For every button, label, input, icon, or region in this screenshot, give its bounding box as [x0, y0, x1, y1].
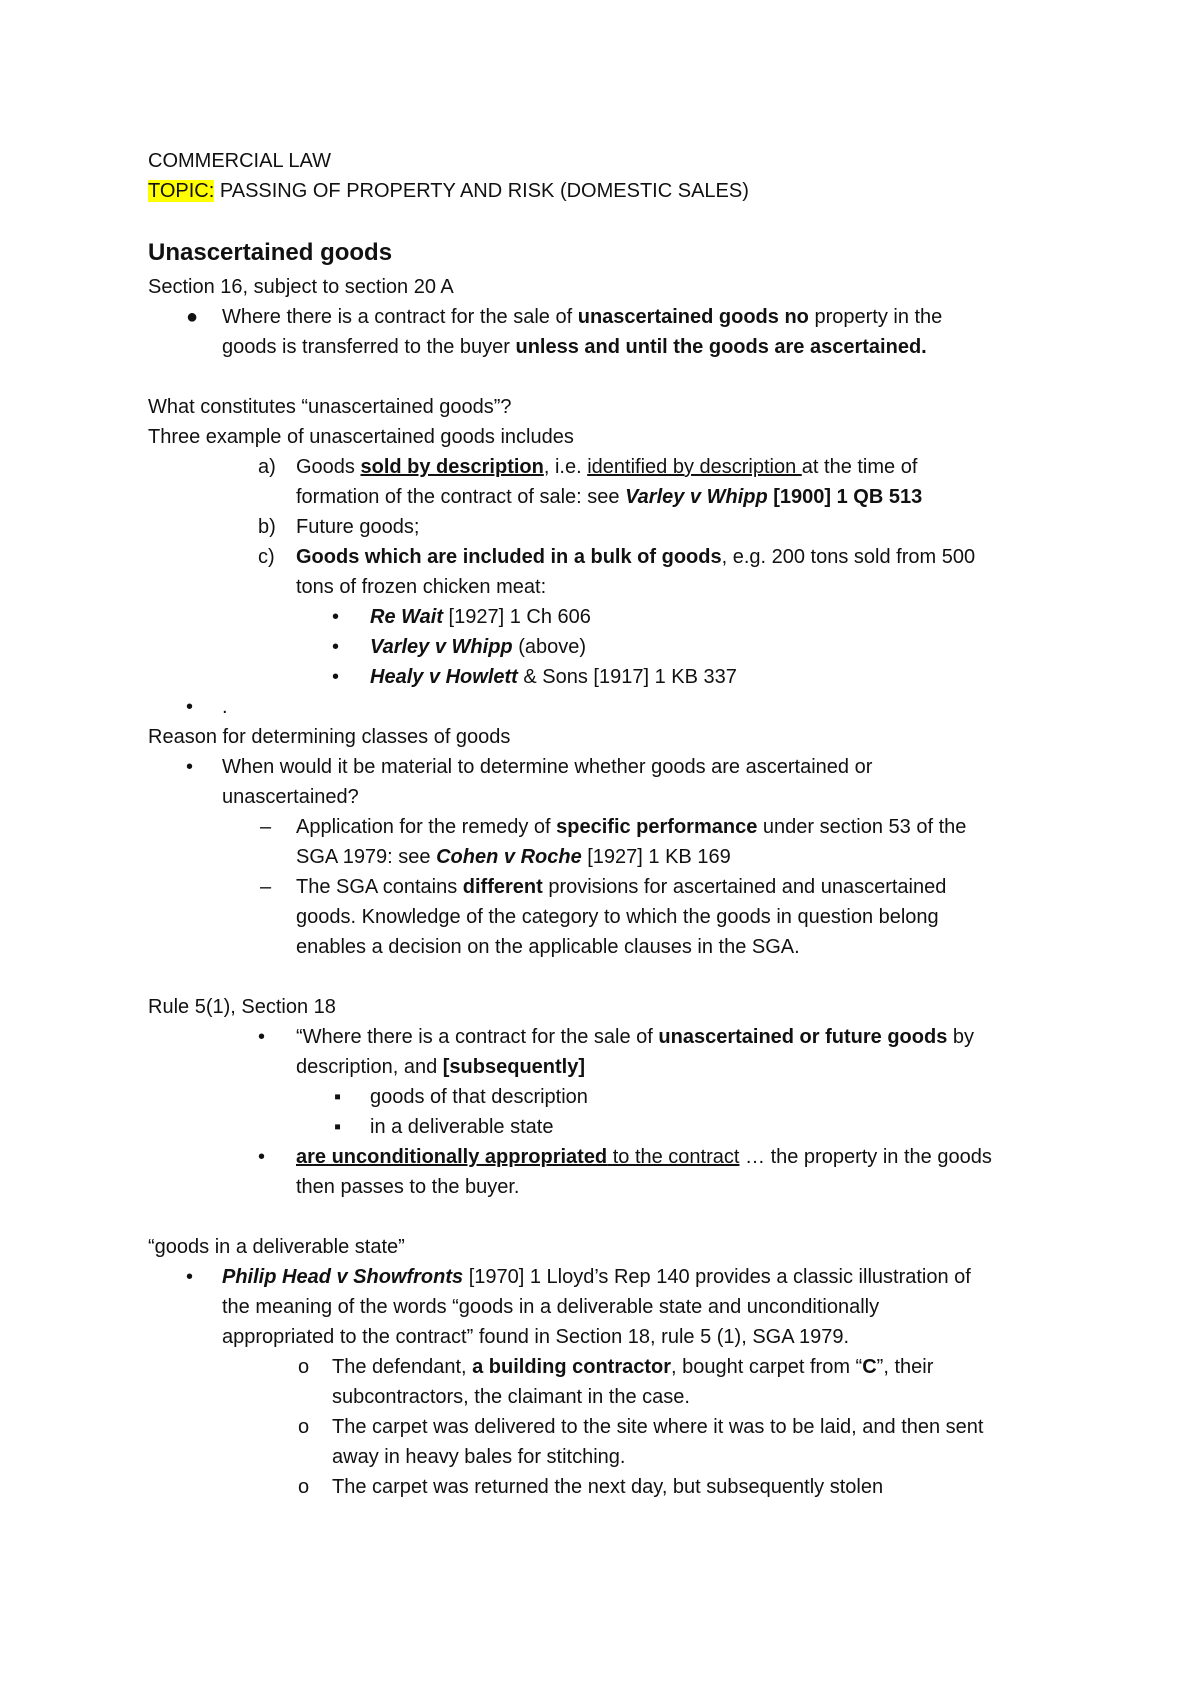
text: , e.g. 200 tons sold from 500	[721, 546, 976, 568]
philip-head-line-2: the meaning of the words “goods in a deliverable state and unconditionally	[222, 1296, 880, 1318]
text: SGA 1979: see	[296, 846, 437, 868]
question-line: What constitutes “unascertained goods”?	[148, 396, 512, 418]
text: property in the	[808, 306, 943, 328]
text: Where there is a contract for the sale of	[222, 306, 578, 328]
rule5-appropriated-line-1	[296, 1144, 992, 1170]
reason-dash-2-line-1	[296, 874, 946, 900]
philip-head-line-3: appropriated to the contract” found in Section 18, rule 5 (1), SGA 1979.	[222, 1326, 850, 1348]
philip-head-line-1	[222, 1264, 971, 1290]
section-heading-unascertained: Unascertained goods	[148, 239, 393, 266]
bold-text: C	[862, 1356, 877, 1378]
bold-underlined-text: sold by description	[360, 456, 544, 478]
text: Application for the remedy of	[296, 816, 557, 838]
underlined-text: to the contract	[607, 1146, 740, 1168]
topic-text: PASSING OF PROPERTY AND RISK (DOMESTIC SALES)	[214, 180, 749, 202]
list-marker-c: c)	[258, 546, 275, 568]
circle-bullet-marker: o	[298, 1356, 310, 1378]
reason-dash-1-line-1	[296, 814, 966, 840]
bold-text: unascertained goods no	[577, 306, 809, 328]
rule5-sub-2: in a deliverable state	[370, 1116, 554, 1138]
stray-bullet-text: .	[222, 696, 228, 718]
case-name: Re Wait	[370, 606, 443, 628]
text: , bought carpet from “	[671, 1356, 863, 1378]
case-name: Cohen v Roche	[436, 846, 582, 868]
rule5-quote-line-2	[296, 1054, 585, 1080]
rule5-sub-1: goods of that description	[370, 1086, 588, 1108]
circle-bullet-marker: o	[298, 1476, 310, 1498]
bullet-marker: •	[186, 1266, 194, 1288]
bullet-marker: •	[332, 606, 340, 628]
text: Goods	[296, 456, 361, 478]
text: description, and	[296, 1056, 443, 1078]
item-a-line-1	[296, 454, 917, 480]
bullet-marker: •	[332, 636, 340, 658]
section-subheading: Section 16, subject to section 20 A	[148, 276, 454, 298]
bullet-marker: •	[186, 756, 194, 778]
text: ”, their	[876, 1356, 934, 1378]
text: “Where there is a contract for the sale of	[296, 1026, 659, 1048]
topic-line	[148, 178, 749, 204]
dash-marker: –	[260, 816, 272, 838]
bullet-marker: •	[332, 666, 340, 688]
case-varley-v-whipp	[370, 634, 586, 660]
s16-line-1	[222, 304, 942, 330]
intro-line: Three example of unascertained goods includes	[148, 426, 574, 448]
bold-text: different	[462, 876, 543, 898]
list-marker-b: b)	[258, 516, 276, 538]
bold-text: [1900] 1 QB 513	[767, 486, 923, 508]
reason-question-line-2: unascertained?	[222, 786, 359, 808]
citation: [1927] 1 Ch 606	[442, 606, 591, 628]
list-marker-a: a)	[258, 456, 276, 478]
citation: (above)	[512, 636, 587, 658]
reason-dash-2-line-2: goods. Knowledge of the category to which the goods in question belong	[296, 906, 939, 928]
facts-2-line-2: away in heavy bales for stitching.	[332, 1446, 626, 1468]
square-bullet-marker: ▪	[334, 1086, 342, 1108]
item-c-line-1	[296, 544, 975, 570]
reason-dash-2-line-3: enables a decision on the applicable clauses in the SGA.	[296, 936, 800, 958]
text: under section 53 of the	[757, 816, 967, 838]
text: The SGA contains	[296, 876, 463, 898]
text: by	[947, 1026, 975, 1048]
rule5-appropriated-line-2: then passes to the buyer.	[296, 1176, 520, 1198]
text: … the property in the goods	[739, 1146, 992, 1168]
text: The defendant,	[332, 1356, 473, 1378]
case-name: Healy v Howlett	[370, 666, 518, 688]
item-b: Future goods;	[296, 516, 420, 538]
bold-text: unless and until the goods are ascertained.	[515, 336, 927, 358]
facts-3: The carpet was returned the next day, but subsequently stolen	[332, 1476, 884, 1498]
section-heading-rule-5: Rule 5(1), Section 18	[148, 996, 336, 1018]
bold-text: a building contractor	[472, 1356, 672, 1378]
circle-bullet-marker: o	[298, 1416, 310, 1438]
case-healy-v-howlett	[370, 664, 737, 690]
bold-text: Goods which are included in a bulk of goods	[296, 546, 722, 568]
bullet-marker: ●	[186, 306, 199, 328]
bullet-marker: •	[186, 696, 194, 718]
text: , i.e.	[543, 456, 588, 478]
reason-dash-1-line-2	[296, 844, 731, 870]
text: [1970] 1 Lloyd’s Rep 140 provides a classic illustration of	[463, 1266, 971, 1288]
facts-1-line-1	[332, 1354, 933, 1380]
dash-marker: –	[260, 876, 272, 898]
square-bullet-marker: ▪	[334, 1116, 342, 1138]
s16-line-2	[222, 334, 927, 360]
bold-text: unascertained or future goods	[658, 1026, 948, 1048]
section-heading-deliverable-state: “goods in a deliverable state”	[148, 1236, 405, 1258]
reason-question-line-1: When would it be material to determine whether goods are ascertained or	[222, 756, 873, 778]
bold-text: [subsequently]	[442, 1056, 586, 1078]
case-re-wait	[370, 604, 591, 630]
facts-2-line-1: The carpet was delivered to the site where it was to be laid, and then sent	[332, 1416, 984, 1438]
case-name: Varley v Whipp	[370, 636, 513, 658]
bold-text: specific performance	[556, 816, 758, 838]
underlined-text: identified by description	[587, 456, 802, 478]
citation: [1927] 1 KB 169	[581, 846, 731, 868]
course-title: COMMERCIAL LAW	[148, 150, 331, 172]
facts-1-line-2: subcontractors, the claimant in the case.	[332, 1386, 690, 1408]
bullet-marker: •	[258, 1146, 266, 1168]
bullet-marker: •	[258, 1026, 266, 1048]
rule5-quote-line-1	[296, 1024, 974, 1050]
topic-label: TOPIC:	[148, 180, 215, 202]
section-heading-reason: Reason for determining classes of goods	[148, 726, 511, 748]
citation: & Sons [1917] 1 KB 337	[517, 666, 737, 688]
item-a-line-2	[296, 484, 922, 510]
case-name: Varley v Whipp	[625, 486, 768, 508]
text: at the time of	[801, 456, 918, 478]
text: provisions for ascertained and unascertained	[542, 876, 947, 898]
bold-underlined-text: are unconditionally appropriated	[296, 1146, 608, 1168]
text: formation of the contract of sale: see	[296, 486, 626, 508]
item-c-line-2: tons of frozen chicken meat:	[296, 576, 547, 598]
case-name: Philip Head v Showfronts	[222, 1266, 464, 1288]
text: goods is transferred to the buyer	[222, 336, 516, 358]
